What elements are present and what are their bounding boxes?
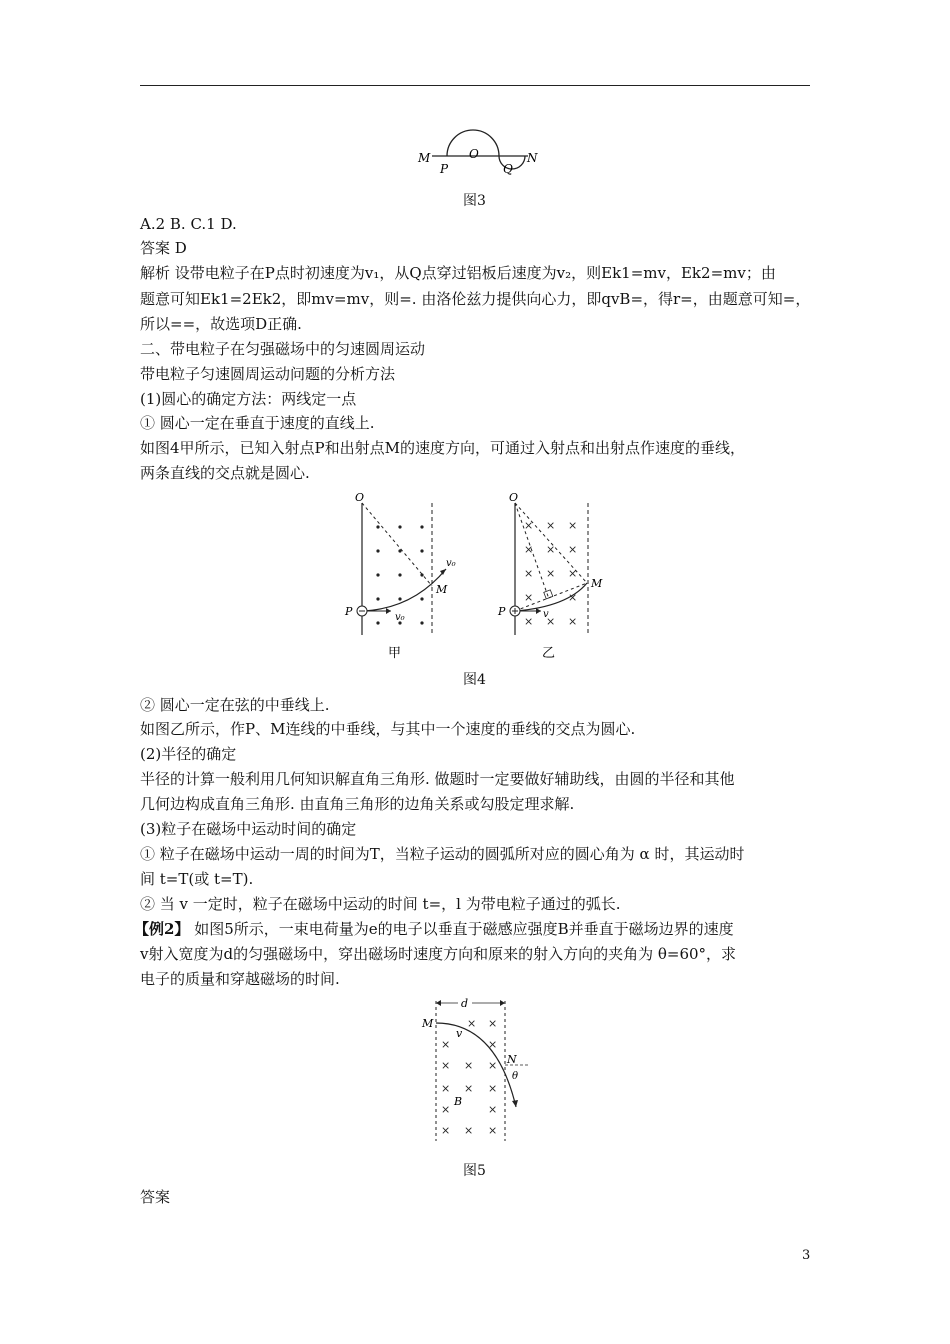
method-title: 带电粒子匀速圆周运动问题的分析方法 bbox=[140, 365, 396, 383]
fig5-M: M bbox=[422, 1017, 434, 1030]
fig4-right-P: P bbox=[498, 605, 506, 618]
svg-text:×: × bbox=[568, 519, 578, 532]
fig5-v: v bbox=[456, 1027, 463, 1040]
svg-text:×: × bbox=[488, 1059, 498, 1072]
label-M: M bbox=[418, 151, 431, 165]
s1-para-2: 两条直线的交点就是圆心. bbox=[140, 464, 310, 482]
s1-item-2: ② 圆心一定在弦的中垂线上. bbox=[140, 696, 330, 714]
svg-text:×: × bbox=[488, 1082, 498, 1095]
example-2-text-1: 如图5所示，一束电荷量为e的电子以垂直于磁感应强度B并垂直于磁场边界的速度 bbox=[194, 920, 734, 938]
svg-text:×: × bbox=[488, 1124, 498, 1137]
figure-4-caption: 图4 bbox=[463, 672, 486, 688]
figure-3 bbox=[410, 118, 550, 178]
figure-4 bbox=[335, 487, 615, 662]
header-rule bbox=[140, 85, 810, 86]
fig5-theta: θ bbox=[512, 1071, 519, 1082]
example-2-line-3: 电子的质量和穿越磁场的时间. bbox=[140, 970, 340, 988]
svg-text:×: × bbox=[467, 1017, 477, 1030]
fig4-right-O: O bbox=[509, 491, 519, 504]
s2-para-2: 几何边构成直角三角形. 由直角三角形的边角关系或勾股定理求解. bbox=[140, 795, 575, 813]
svg-text:×: × bbox=[488, 1103, 498, 1116]
svg-text:×: × bbox=[488, 1017, 498, 1030]
fig5-N: N bbox=[507, 1053, 517, 1066]
fig4-left-O: O bbox=[355, 491, 365, 504]
svg-text:×: × bbox=[524, 519, 534, 532]
s3-title: (3)粒子在磁场中运动时间的确定 bbox=[140, 820, 357, 838]
svg-text:×: × bbox=[441, 1124, 451, 1137]
label-N: N bbox=[527, 151, 538, 165]
answer-2: 答案 bbox=[140, 1188, 171, 1206]
fig4-left-P: P bbox=[345, 605, 353, 618]
svg-text:×: × bbox=[568, 543, 578, 556]
svg-text:×: × bbox=[524, 567, 534, 580]
svg-text:×: × bbox=[464, 1124, 474, 1137]
fig4-right-v: v bbox=[543, 609, 549, 620]
svg-text:×: × bbox=[441, 1082, 451, 1095]
fig4-left-v0-exit: v₀ bbox=[446, 558, 456, 569]
svg-text:×: × bbox=[568, 591, 578, 604]
fig5-B: B bbox=[454, 1095, 463, 1108]
svg-text:×: × bbox=[546, 519, 556, 532]
label-O: O bbox=[469, 147, 479, 161]
figure-3-caption: 图3 bbox=[463, 193, 486, 209]
options-line: A.2 B. C.1 D. bbox=[140, 215, 237, 233]
svg-text:×: × bbox=[524, 591, 534, 604]
example-2-tag: 【例2】 bbox=[134, 920, 190, 938]
fig5-d: d bbox=[461, 997, 469, 1010]
svg-text:×: × bbox=[488, 1038, 498, 1051]
figure-5-caption: 图5 bbox=[463, 1163, 486, 1179]
s2-para-1: 半径的计算一般利用几何知识解直角三角形. 做题时一定要做好辅助线，由圆的半径和其他 bbox=[140, 770, 735, 788]
s3-item-1-a: ① 粒子在磁场中运动一周的时间为T，当粒子运动的圆弧所对应的圆心角为 α 时，其运动时 bbox=[140, 845, 745, 863]
analysis-line-3: 所以==，故选项D正确. bbox=[140, 315, 302, 333]
svg-text:×: × bbox=[546, 615, 556, 628]
s1-para-1: 如图4甲所示，已知入射点P和出射点M的速度方向，可通过入射点和出射点作速度的垂线， bbox=[140, 439, 745, 457]
analysis-line-1: 解析 设带电粒子在P点时初速度为v₁，从Q点穿过铝板后速度为v₂，则Ek1=mv，Ek2=mv；由 bbox=[140, 264, 776, 282]
svg-text:×: × bbox=[464, 1059, 474, 1072]
s1-title: (1)圆心的确定方法：两线定一点 bbox=[140, 390, 357, 408]
svg-text:×: × bbox=[441, 1038, 451, 1051]
example-2-line-1 bbox=[134, 918, 734, 940]
svg-text:×: × bbox=[546, 543, 556, 556]
fig4-right-M: M bbox=[591, 577, 603, 590]
s3-item-1-b: 间 t=T(或 t=T). bbox=[140, 870, 254, 888]
svg-text:×: × bbox=[441, 1103, 451, 1116]
s3-item-2: ② 当 v 一定时，粒子在磁场中运动的时间 t=，l 为带电粒子通过的弧长. bbox=[140, 895, 621, 913]
label-P: P bbox=[440, 162, 449, 176]
label-Q: Q bbox=[503, 162, 513, 176]
svg-text:×: × bbox=[464, 1082, 474, 1095]
s1-item-1: ① 圆心一定在垂直于速度的直线上. bbox=[140, 414, 375, 432]
section-title: 二、带电粒子在匀强磁场中的匀速圆周运动 bbox=[140, 340, 426, 358]
svg-text:×: × bbox=[524, 615, 534, 628]
svg-text:×: × bbox=[546, 567, 556, 580]
fig4-left-caption: 甲 bbox=[388, 646, 402, 661]
svg-text:×: × bbox=[568, 615, 578, 628]
figure-5 bbox=[418, 995, 538, 1145]
svg-text:×: × bbox=[524, 543, 534, 556]
page-number: 3 bbox=[802, 1248, 811, 1263]
fig4-left-M: M bbox=[436, 583, 448, 596]
svg-text:×: × bbox=[441, 1059, 451, 1072]
example-2-line-2: v射入宽度为d的匀强磁场中，穿出磁场时速度方向和原来的射入方向的夹角为 θ=60°，求 bbox=[140, 945, 737, 963]
s2-title: (2)半径的确定 bbox=[140, 745, 237, 763]
svg-text:×: × bbox=[568, 567, 578, 580]
answer-1: 答案 D bbox=[140, 239, 187, 257]
fig4-right-caption: 乙 bbox=[542, 646, 556, 661]
s1-item-2-para: 如图乙所示，作P、M连线的中垂线，与其中一个速度的垂线的交点为圆心. bbox=[140, 720, 636, 738]
analysis-line-2: 题意可知Ek1=2Ek2，即mv=mv，则=. 由洛伦兹力提供向心力，即qvB=，得r=，由题意可知=， bbox=[140, 290, 811, 308]
fig4-left-v0: v₀ bbox=[395, 612, 405, 623]
